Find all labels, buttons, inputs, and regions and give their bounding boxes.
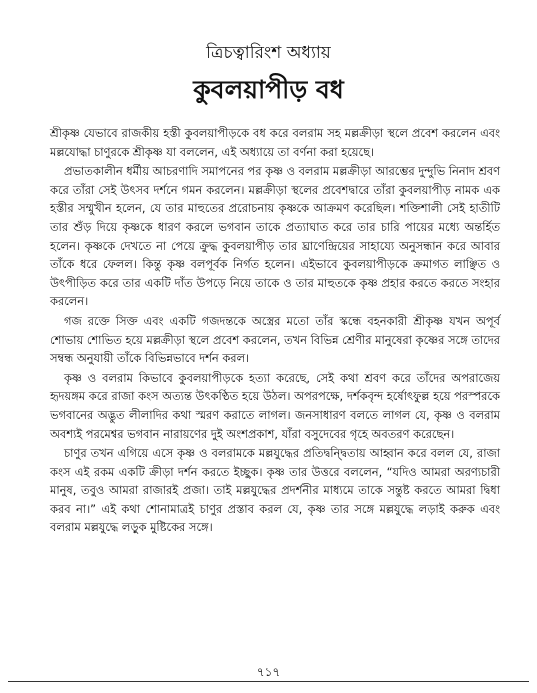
page-number: ৭১৭ [256, 665, 281, 679]
chapter-label: ত্রিচত্বারিংশ অধ্যায় [206, 43, 331, 63]
paragraph: প্রভাতকালীন ধর্মীয় আচরণাদি সমাপনের পর কৃষ্ণ ও বলরাম মল্লক্রীড়া আরম্ভের দুন্দুভি নিনাদ শ্রবণ করে তাঁরা সেই উৎসব দর্শনে গমন করলেন। মল্লক্রীড়া স্থলের প্রবেশদ্বারে তাঁরা কুবলয়াপীড় নামক এক হস্তীর সম্মুখীন হলেন, যে তার মাহুতের প্ররোচনায় কৃষ্ণকে আক্রমণ করেছিল। শক্তিশালী সেই হাতীটি তার শুঁড় দিয়ে কৃষ্ণকে ধারণ করলে ভগবান তাকে প্রত্যাঘাত করে তার চারি পায়ের মধ্যে অন্তর্হিত হলেন। কৃষ্ণকে দেখতে না পেয়ে ক্রুদ্ধ কুবলয়াপীড় তার ঘ্রাণেন্দ্রিয়ের সাহায্যে অনুসন্ধান করে আবার তাঁকে ধরে ফেলল। কিন্তু কৃষ্ণ বলপূর্বক নির্গত হলেন। এইভাবে কুবলয়াপীড়কে ক্রমাগত লাঞ্ছিত ও উৎপীড়িত করে তার একটি দাঁত উপড়ে নিয়ে তাকে ও তার মাহুতকে কৃষ্ণ প্রহার করতে করতে সংহার করলেন। [50, 164, 500, 309]
paragraph: চাণুর তখন এগিয়ে এসে কৃষ্ণ ও বলরামকে মল্লযুদ্ধের প্রতিদ্বন্দ্বিতায় আহ্বান করে বলল যে, রাজা কংস এই রকম একটি ক্রীড়া দর্শন করতে ইচ্ছুক। কৃষ্ণ তার উত্তরে বললেন, “যদিও আমরা অরণ্যচারী মানুষ, তবুও আমরা রাজারই প্রজা। তাই মল্লযুদ্ধের প্রদর্শনীর মাধ্যমে তাকে সন্তুষ্ট করতে আমরা দ্বিধা করব না।” এই কথা শোনামাত্রই চাণুর প্রস্তাব করল যে, কৃষ্ণ তার সঙ্গে মল্লযুদ্ধে লড়াই করুক এবং বলরাম মল্লযুদ্ধে লড়ুক মুষ্টিকের সঙ্গে। [50, 446, 500, 535]
body-text [50, 124, 500, 538]
page-title: কুবলয়াপীড় বধ [193, 75, 344, 104]
paragraph: কৃষ্ণ ও বলরাম কিভাবে কুবলয়াপীড়কে হত্যা করেছে, সেই কথা শ্রবণ করে তাঁদের অপরাজেয় হৃদয়ঙ্গম করে রাজা কংস অত্যন্ত উৎকণ্ঠিত হয়ে উঠল। অপরপক্ষে, দর্শকবৃন্দ হর্ষোৎফুল্ল হয়ে পরস্পরকে ভগবানের অদ্ভুত লীলাদির কথা স্মরণ করাতে লাগল। জনসাধারণ বলতে লাগল যে, কৃষ্ণ ও বলরাম অবশ্যই পরমেশ্বর ভগবান নারায়ণের দুই অংশপ্রকাশ, যাঁরা বসুদেবের গৃহে অবতরণ করেছেন। [50, 370, 500, 441]
paragraph: গজ রক্তে সিক্ত এবং একটি গজদন্তকে অস্ত্রের মতো তাঁর স্কন্ধে বহনকারী শ্রীকৃষ্ণ যখন অপূর্ব শোভায় শোভিত হয়ে মল্লক্রীড়া স্থলে প্রবেশ করলেন, তখন বিভিন্ন শ্রেণীর মানুষেরা কৃষ্ণের সঙ্গে তাদের সম্বন্ধ অনুযায়ী তাঁকে বিভিন্নভাবে দর্শন করল। [50, 313, 500, 366]
paragraph: শ্রীকৃষ্ণ যেভাবে রাজকীয় হস্তী কুবলয়াপীড়কে বধ করে বলরাম সহ মল্লক্রীড়া স্থলে প্রবেশ করলেন এবং মল্লযোদ্ধা চাণুরকে শ্রীকৃষ্ণ যা বললেন, এই অধ্যায়ে তা বর্ণনা করা হয়েছে। [50, 126, 500, 159]
footer-divider [8, 681, 529, 682]
